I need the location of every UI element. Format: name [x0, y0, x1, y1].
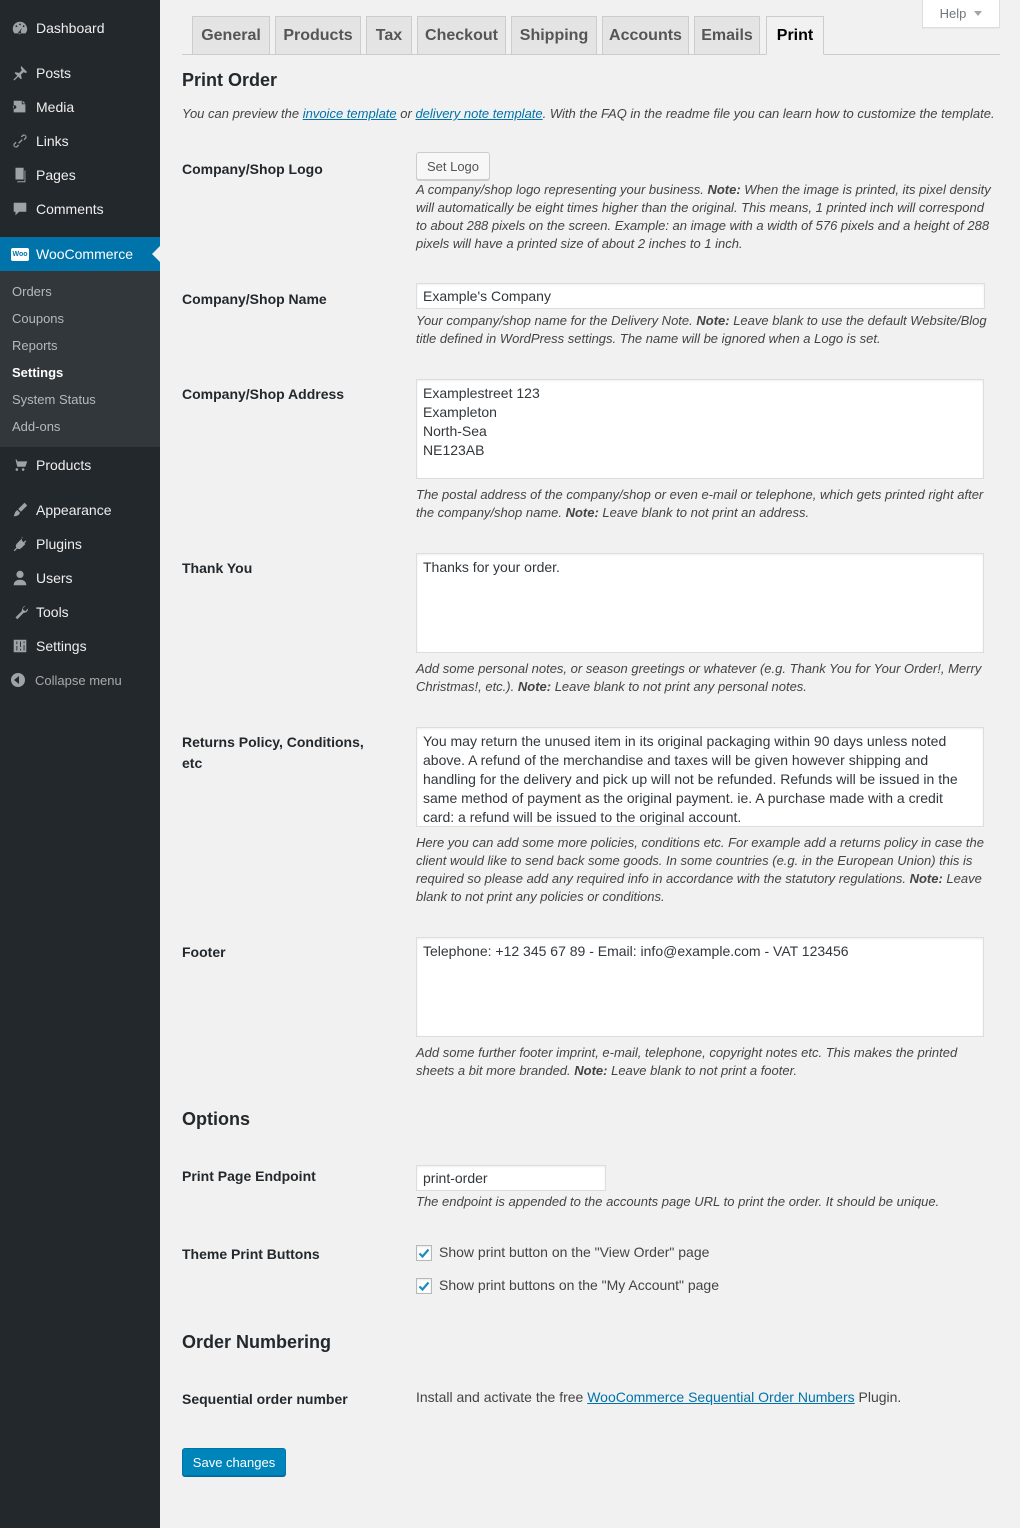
name-label: Company/Shop Name: [182, 291, 327, 307]
desc-text: Add some personal notes, or season greetings or whatever (e.g. Thank You for Your Order!, Merry Christmas!, etc.).: [416, 661, 982, 694]
checkmark-icon: [417, 1279, 431, 1293]
menu-label: WooCommerce: [36, 246, 133, 262]
menu-tools[interactable]: [0, 595, 160, 629]
page-icon: [0, 165, 36, 185]
menu-dashboard[interactable]: [0, 11, 160, 45]
menu-woocommerce[interactable]: [0, 237, 160, 271]
endpoint-label: Print Page Endpoint: [182, 1168, 316, 1184]
admin-sidebar: [0, 0, 160, 1528]
collapse-arrow-icon: [11, 673, 25, 687]
menu-media[interactable]: [0, 90, 160, 124]
note-label: Note:: [565, 505, 599, 520]
shop-name-input[interactable]: Example's Company: [416, 283, 985, 309]
note-label: Note:: [696, 313, 730, 328]
woocommerce-submenu: [0, 271, 160, 447]
menu-label: Media: [36, 99, 75, 115]
desc-text: Leave blank to use the default Website/Blog title defined in WordPress settings. The name will be ignored when a Logo is set.: [416, 313, 987, 346]
delivery-note-template-link[interactable]: delivery note template: [415, 106, 543, 121]
menu-links[interactable]: [0, 124, 160, 158]
checkmark-icon: [417, 1246, 431, 1260]
menu-label: Tools: [36, 604, 69, 620]
set-logo-button[interactable]: Set Logo: [416, 152, 490, 180]
menu-comments[interactable]: [0, 192, 160, 226]
menu-settings[interactable]: [0, 629, 160, 663]
note-label: Note:: [517, 679, 552, 694]
note-label: Note:: [574, 1063, 608, 1078]
menu-label: Links: [36, 133, 69, 149]
menu-label: Products: [36, 457, 92, 473]
tab-general[interactable]: General: [192, 16, 270, 54]
endpoint-input[interactable]: print-order: [416, 1165, 606, 1191]
logo-label: Company/Shop Logo: [182, 161, 323, 177]
menu-label: Users: [36, 570, 73, 586]
woo-logo: Woo: [11, 248, 29, 261]
desc-text: The postal address of the company/shop or even e-mail or telephone, which gets printed right after the company/shop name.: [416, 487, 984, 520]
tab-products[interactable]: Products: [275, 16, 361, 54]
user-icon: [0, 568, 36, 588]
note-label: Note:: [707, 182, 741, 197]
policies-textarea[interactable]: You may return the unused item in its original packaging within 90 days unless noted above. A refund of the merchandise and taxes will be given however shipping and handling for the delivery and pick up will not be refunded. Refunds will be issued in the same method of payment as the original payment. ie. A purchase made with a credit card: a refund will be issued to the original account.: [416, 727, 984, 827]
menu-label: Dashboard: [36, 20, 105, 36]
link-icon: [0, 131, 36, 151]
view-order-checkbox-label[interactable]: Show print button on the "View Order" page: [439, 1244, 710, 1260]
wrench-icon: [0, 602, 36, 622]
my-account-checkbox[interactable]: [416, 1278, 432, 1294]
save-changes-button[interactable]: Save changes: [182, 1448, 286, 1476]
options-heading: Options: [182, 1109, 250, 1129]
desc-text: Your company/shop name for the Delivery Note.: [416, 313, 697, 328]
desc-text: Leave blank to not print any personal notes.: [551, 679, 807, 694]
logo-description: [416, 181, 996, 253]
settings-icon: [0, 636, 36, 656]
dashboard-icon: [0, 18, 36, 38]
menu-label: Appearance: [36, 502, 112, 518]
name-description: [416, 312, 996, 348]
tab-emails[interactable]: Emails: [694, 16, 760, 54]
comment-icon: [0, 199, 36, 219]
tab-divider: [182, 54, 1000, 55]
desc-text: When the image is printed, its pixel density will automatically be eight times higher than the original. This means, 1 printed inch will correspond to about 288 pixels on the screen. Example: an image with a width of 576 pixels and a height of 288 pixels will have a printed size of about 2 inches to 1 inch.: [416, 182, 991, 251]
menu-plugins[interactable]: [0, 527, 160, 561]
menu-posts[interactable]: [0, 56, 160, 90]
desc-text: Leave blank to not print a footer.: [607, 1063, 798, 1078]
policies-description: [416, 834, 996, 906]
collapse-label: Collapse menu: [35, 672, 122, 688]
tab-accounts[interactable]: Accounts: [602, 16, 689, 54]
settings-tabs: [182, 16, 1000, 55]
sequential-text: [416, 1389, 901, 1405]
desc-text: Add some further footer imprint, e-mail, telephone, copyright notes etc. This makes the printed sheets a bit more branded.: [416, 1045, 958, 1078]
tab-tax[interactable]: Tax: [366, 16, 412, 54]
shop-address-textarea[interactable]: Examplestreet 123 Exampleton North-Sea NE123AB: [416, 379, 984, 479]
intro-pre: You can preview the: [182, 106, 303, 121]
desc-text: Here you can add some more policies, conditions etc. For example add a returns policy in case the client would like to send back some goods. In some countries (e.g. in the European Union) this is required so please add any required info in accordance with the statutory regulations.: [416, 835, 984, 886]
collapse-menu-button[interactable]: [0, 670, 160, 690]
address-description: [416, 486, 996, 522]
seq-post: Plugin.: [854, 1389, 902, 1405]
desc-text: Leave blank to not print an address.: [598, 505, 810, 520]
menu-appearance[interactable]: [0, 493, 160, 527]
media-icon: [0, 97, 36, 117]
footer-description: [416, 1044, 996, 1080]
tab-checkout[interactable]: Checkout: [417, 16, 506, 54]
print-order-heading: Print Order: [182, 70, 278, 90]
submenu-reports[interactable]: Reports: [12, 338, 58, 353]
sequential-plugin-link[interactable]: WooCommerce Sequential Order Numbers: [587, 1389, 855, 1405]
intro-mid: or: [396, 106, 416, 121]
endpoint-description: The endpoint is appended to the accounts page URL to print the order. It should be unique.: [416, 1194, 940, 1209]
menu-users[interactable]: [0, 561, 160, 595]
invoice-template-link[interactable]: invoice template: [302, 106, 397, 121]
submenu-coupons[interactable]: Coupons: [12, 311, 65, 326]
menu-label: Plugins: [36, 536, 82, 552]
desc-text: A company/shop logo representing your business.: [416, 182, 708, 197]
thank-you-textarea[interactable]: Thanks for your order.: [416, 553, 984, 653]
menu-label: Pages: [36, 167, 76, 183]
thanks-label: Thank You: [182, 560, 253, 576]
sequential-label: Sequential order number: [182, 1391, 348, 1407]
help-label: Help: [939, 6, 967, 21]
submenu-orders[interactable]: Orders: [12, 284, 52, 299]
menu-products[interactable]: [0, 448, 160, 482]
note-label: Note:: [909, 871, 943, 886]
submenu-add-ons[interactable]: Add-ons: [12, 419, 61, 434]
menu-label: Posts: [36, 65, 72, 81]
print-buttons-label: Theme Print Buttons: [182, 1246, 320, 1262]
footer-label: Footer: [182, 944, 226, 960]
pin-icon: [0, 63, 36, 83]
tab-shipping[interactable]: Shipping: [511, 16, 597, 54]
cart-icon: [0, 455, 36, 475]
menu-label: Comments: [36, 201, 104, 217]
submenu-settings[interactable]: Settings: [12, 365, 64, 380]
address-label: Company/Shop Address: [182, 386, 345, 402]
menu-pages[interactable]: [0, 158, 160, 192]
my-account-checkbox-label[interactable]: Show print buttons on the "My Account" page: [439, 1277, 719, 1293]
woo-icon: [0, 244, 36, 264]
view-order-checkbox[interactable]: [416, 1245, 432, 1261]
submenu-system-status[interactable]: System Status: [12, 392, 96, 407]
policies-label: Returns Policy, Conditions, etc: [182, 734, 364, 771]
tab-print[interactable]: Print: [766, 16, 824, 55]
order-numbering-heading: Order Numbering: [182, 1332, 332, 1352]
thanks-description: [416, 660, 996, 696]
menu-label: Settings: [36, 638, 87, 654]
footer-textarea[interactable]: Telephone: +12 345 67 89 - Email: info@example.com - VAT 123456: [416, 937, 984, 1037]
seq-pre: Install and activate the free: [416, 1389, 588, 1405]
brush-icon: [0, 500, 36, 520]
desc-text: Leave blank to not print any policies or conditions.: [416, 871, 982, 904]
intro-post: . With the FAQ in the readme file you can learn how to customize the template.: [542, 106, 995, 121]
plugin-icon: [0, 534, 36, 554]
intro-text: [182, 106, 995, 121]
